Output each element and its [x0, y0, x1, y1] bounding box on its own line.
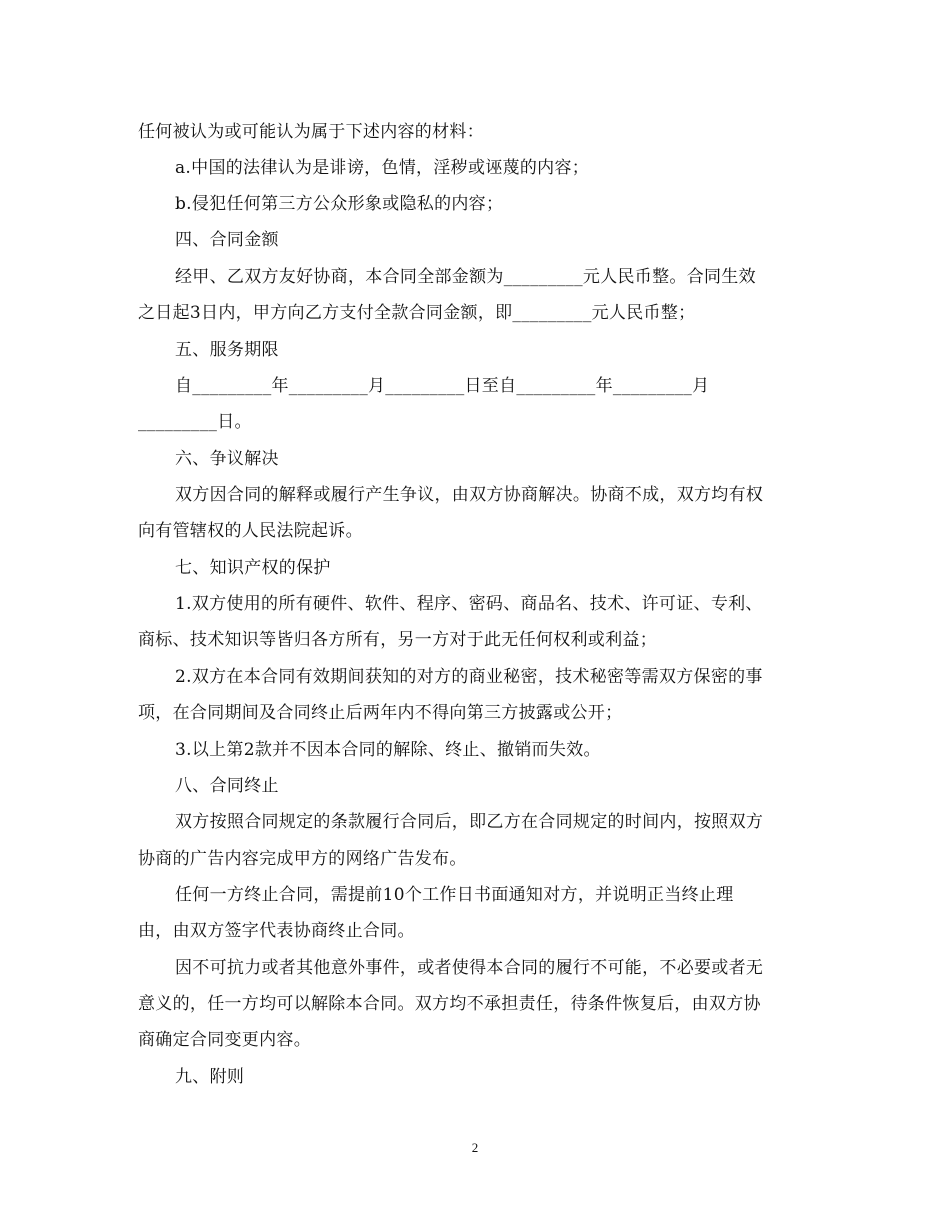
paragraph-line: 意义的，任一方均可以解除本合同。双方均不承担责任，待条件恢复后，由双方协 [138, 994, 761, 1014]
paragraph-line: 协商的广告内容完成甲方的网络广告发布。 [138, 849, 467, 869]
paragraph-line: 项，在合同期间及合同终止后两年内不得向第三方披露或公开； [138, 703, 623, 723]
list-item: 1.双方使用的所有硬件、软件、程序、密码、商品名、技术、许可证、专利、 [175, 594, 763, 614]
paragraph-line: 因不可抗力或者其他意外事件，或者使得本合同的履行不可能，不必要或者无 [175, 958, 764, 978]
paragraph-line: 任何一方终止合同，需提前10个工作日书面通知对方，并说明正当终止理 [175, 885, 734, 905]
paragraph-line: 经甲、乙双方友好协商，本合同全部金额为_________元人民币整。合同生效 [175, 267, 756, 287]
paragraph-line: 商标、技术知识等皆归各方所有，另一方对于此无任何权利或利益； [138, 630, 657, 650]
list-item: 2.双方在本合同有效期间获知的对方的商业秘密，技术秘密等需双方保密的事 [175, 667, 763, 687]
paragraph-line: 双方按照合同规定的条款履行合同后，即乙方在合同规定的时间内，按照双方 [175, 812, 764, 832]
paragraph-line: 之日起3日内，甲方向乙方支付全款合同金额，即_________元人民币整； [138, 303, 696, 323]
paragraph-line: 双方因合同的解释或履行产生争议，由双方协商解决。协商不成，双方均有权 [175, 485, 764, 505]
list-item: b.侵犯任何第三方公众形象或隐私的内容； [175, 194, 504, 214]
list-item: 3.以上第2款并不因本合同的解除、终止、撤销而失效。 [175, 740, 601, 760]
section-heading: 七、知识产权的保护 [175, 558, 331, 578]
section-heading: 六、争议解决 [175, 449, 279, 469]
paragraph-line: 自_________年_________月_________日至自_________年_________月 [175, 376, 710, 396]
section-heading: 八、合同终止 [175, 776, 279, 796]
paragraph-line: 商确定合同变更内容。 [138, 1030, 311, 1050]
paragraph-line: _________日。 [138, 412, 252, 432]
paragraph-line: 由，由双方签字代表协商终止合同。 [138, 921, 415, 941]
section-heading: 九、附则 [175, 1067, 245, 1087]
page-number: 2 [471, 1140, 479, 1155]
paragraph-line: 任何被认为或可能认为属于下述内容的材料： [138, 122, 484, 142]
section-heading: 五、服务期限 [175, 340, 279, 360]
list-item: a.中国的法律认为是诽谤，色情，淫秽或诬蔑的内容； [175, 158, 590, 178]
paragraph-line: 向有管辖权的人民法院起诉。 [138, 521, 363, 541]
section-heading: 四、合同金额 [175, 230, 279, 250]
